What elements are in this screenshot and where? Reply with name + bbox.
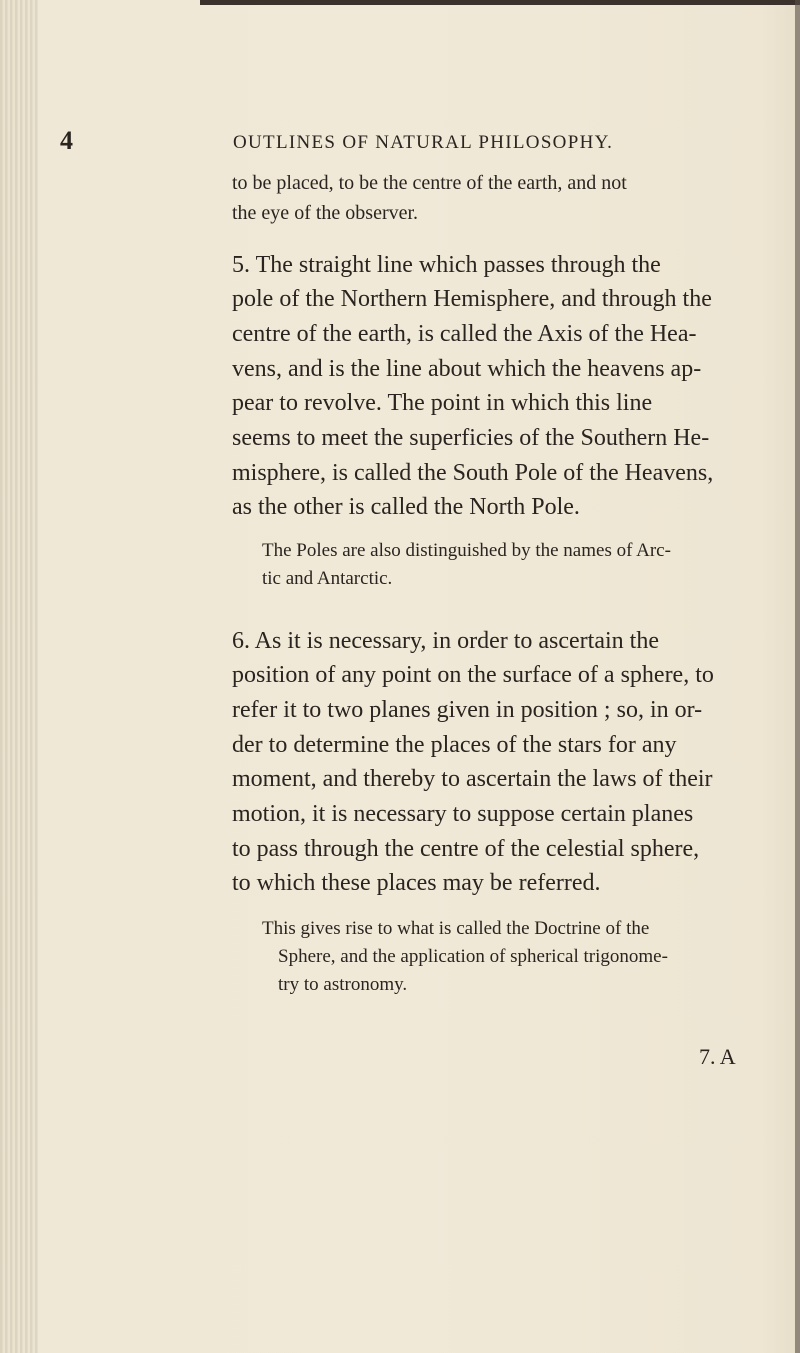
note-6-line: This gives rise to what is called the Doctrine of the (262, 918, 650, 939)
running-head (60, 126, 700, 160)
note-5-line: tic and Antarctic. (262, 568, 393, 589)
section-6-line: position of any point on the surface of a sphere, to (232, 662, 714, 688)
page-gutter (0, 0, 38, 1353)
section-6-line: moment, and thereby to ascertain the laws of their (232, 766, 713, 792)
section-5-line: pear to revolve. The point in which this line (232, 390, 653, 416)
section-5-line: as the other is called the North Pole. (232, 494, 580, 520)
section-6-line: to pass through the centre of the celestial sphere, (232, 836, 700, 862)
section-5-line: misphere, is called the South Pole of the Heavens, (232, 460, 714, 486)
note-6-line: Sphere, and the application of spherical trigonome- (278, 946, 668, 967)
note-6-line: try to astronomy. (278, 974, 408, 995)
note-5-line: The Poles are also distinguished by the names of Arc- (262, 540, 671, 561)
running-title: OUTLINES OF NATURAL PHILOSOPHY. (233, 132, 614, 153)
right-page-edge (795, 0, 800, 1353)
section-5-line: 5. The straight line which passes through the (232, 252, 661, 278)
catchword: 7. A (699, 1044, 736, 1069)
section-5-line: seems to meet the superficies of the Southern He- (232, 425, 710, 451)
section-6-line: motion, it is necessary to suppose certain planes (232, 801, 694, 827)
section-6-line: to which these places may be referred. (232, 870, 601, 896)
section-5-line: pole of the Northern Hemisphere, and through the (232, 286, 712, 312)
section-6-line: der to determine the places of the stars for any (232, 732, 677, 758)
intro-line: to be placed, to be the centre of the earth, and not (232, 172, 627, 194)
section-5-line: vens, and is the line about which the heavens ap- (232, 356, 702, 382)
top-edge-rule (200, 0, 800, 5)
page-number: 4 (60, 126, 73, 155)
section-5-line: centre of the earth, is called the Axis of the Hea- (232, 321, 697, 347)
section-6-line: refer it to two planes given in position ; so, in or- (232, 697, 703, 723)
intro-line: the eye of the observer. (232, 202, 419, 224)
section-6-line: 6. As it is necessary, in order to ascertain the (232, 628, 659, 654)
